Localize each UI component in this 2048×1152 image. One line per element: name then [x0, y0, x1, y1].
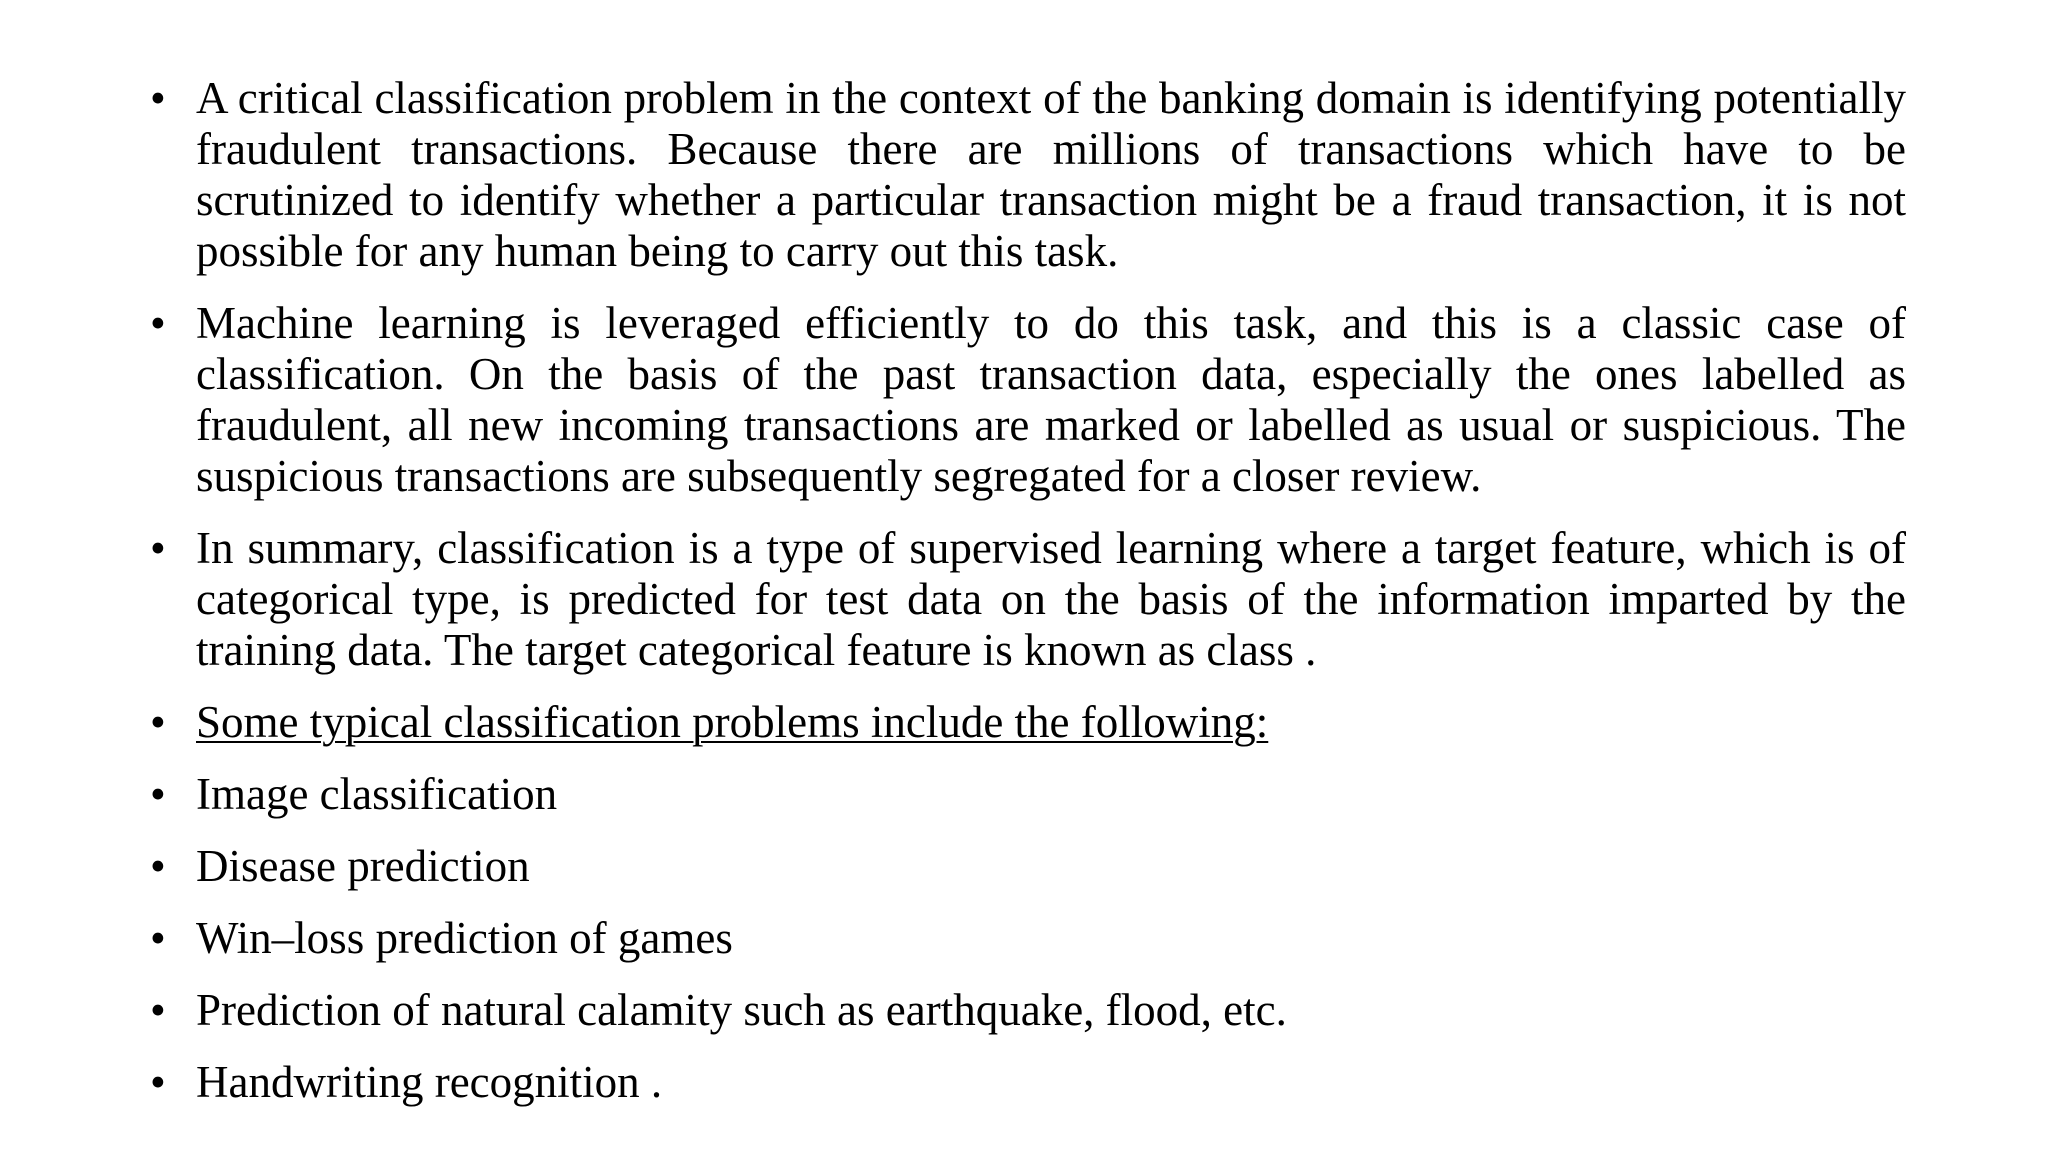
bullet-text: Disease prediction [196, 841, 530, 891]
bullet-icon: • [150, 769, 166, 819]
bullet-text: In summary, classification is a type of supervised learning where a target feature, which is of categorical type, is predicted for test data on the basis of the information imparted by the training data. The target categorical feature is known as class . [196, 523, 1906, 675]
bullet-text-underlined: Some typical classification problems include the following: [196, 697, 1269, 747]
bullet-text: A critical classification problem in the context of the banking domain is identifying potentially fraudulent transactions. Because there are millions of transactions which have to be scrutinized to identify whether a particular transaction might be a fraud transaction, it is not possible for any human being to carry out this task. [196, 73, 1906, 276]
bullet-icon: • [150, 1057, 166, 1107]
bullet-item-fraud-detection [150, 73, 1906, 277]
bullet-item-machine-learning [150, 298, 1906, 502]
bullet-text: Win–loss prediction of games [196, 913, 733, 963]
bullet-item-natural-calamity [150, 985, 1906, 1036]
bullet-item-disease-prediction [150, 841, 1906, 892]
bullet-item-win-loss-prediction [150, 913, 1906, 964]
bullet-icon: • [150, 298, 166, 348]
bullet-text: Machine learning is leveraged efficiently to do this task, and this is a classic case of classification. On the basis of the past transaction data, especially the ones labelled as fraudulent, all new incoming transactions are marked or labelled as usual or suspicious. The suspicious transactions are subsequently segregated for a closer review. [196, 298, 1906, 501]
bullet-icon: • [150, 523, 166, 573]
bullet-item-typical-problems-heading [150, 697, 1906, 748]
bullet-list [150, 73, 1906, 1129]
bullet-text: Prediction of natural calamity such as earthquake, flood, etc. [196, 985, 1287, 1035]
bullet-icon: • [150, 841, 166, 891]
bullet-icon: • [150, 73, 166, 123]
bullet-text: Handwriting recognition . [196, 1057, 663, 1107]
bullet-item-summary [150, 523, 1906, 676]
bullet-icon: • [150, 913, 166, 963]
bullet-icon: • [150, 697, 166, 747]
bullet-item-handwriting-recognition [150, 1057, 1906, 1108]
bullet-item-image-classification [150, 769, 1906, 820]
bullet-text: Image classification [196, 769, 558, 819]
bullet-icon: • [150, 985, 166, 1035]
